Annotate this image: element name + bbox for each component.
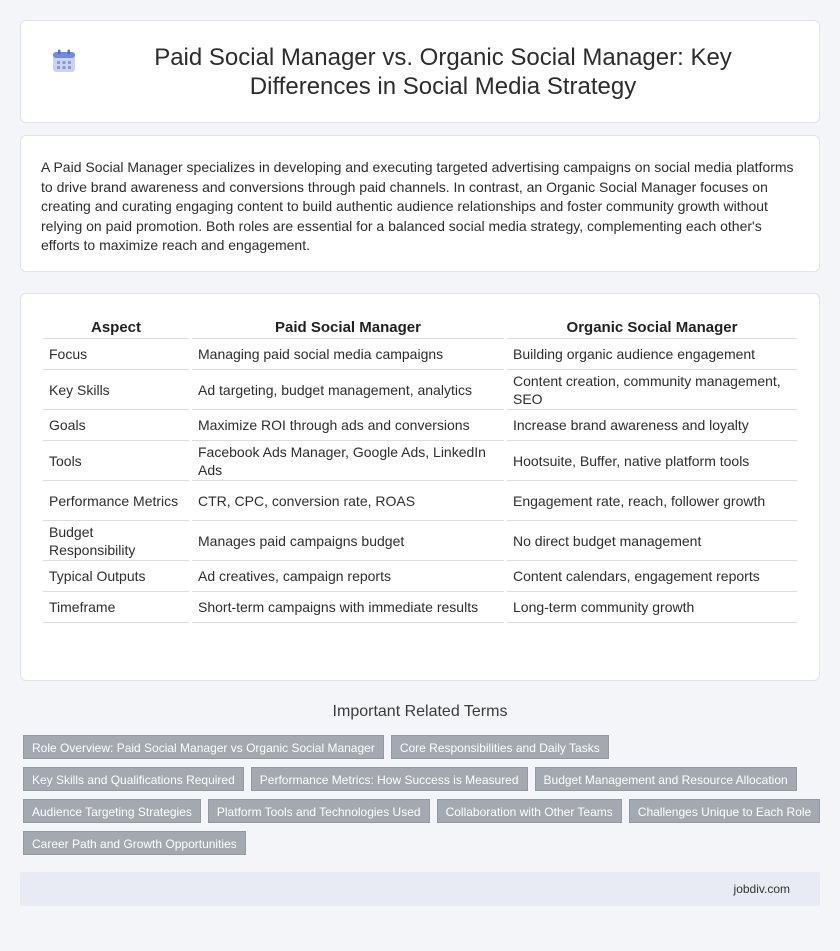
related-term-tag[interactable]: Collaboration with Other Teams: [437, 799, 622, 823]
table-row: [43, 370, 797, 410]
table-row: [43, 441, 797, 481]
table-cell-aspect: Goals: [43, 410, 191, 441]
intro-card: [20, 135, 820, 272]
related-terms-list: [23, 735, 823, 855]
table-cell-organic: Increase brand awareness and loyalty: [506, 410, 798, 441]
related-term-tag[interactable]: Key Skills and Qualifications Required: [23, 767, 244, 791]
table-cell-paid: Ad creatives, campaign reports: [191, 561, 506, 592]
table-cell-aspect: Performance Metrics: [43, 481, 191, 521]
comparison-table: [43, 316, 797, 623]
related-term-tag[interactable]: Budget Management and Resource Allocation: [535, 767, 797, 791]
table-row: [43, 410, 797, 441]
intro-paragraph: A Paid Social Manager specializes in developing and executing targeted advertising campaigns on social media platforms to drive brand awareness and conversions through paid channels. In contrast, an Organic Social Manager focuses on creating and curating engaging content to build authentic audience relationships and foster community growth without relying on paid promotion. Both roles are essential for a balanced social media strategy, complementing each other's efforts to maximize reach and engagement.: [41, 159, 794, 253]
table-cell-paid: Managing paid social media campaigns: [191, 339, 506, 370]
table-cell-paid: Facebook Ads Manager, Google Ads, LinkedIn Ads: [191, 441, 506, 481]
column-header-aspect: Aspect: [43, 316, 191, 339]
table-row: [43, 561, 797, 592]
table-cell-aspect: Typical Outputs: [43, 561, 191, 592]
table-header-row: [43, 316, 797, 339]
table-cell-organic: Content creation, community management, SEO: [506, 370, 798, 410]
table-cell-aspect: Tools: [43, 441, 191, 481]
table-cell-paid: Ad targeting, budget management, analytics: [191, 370, 506, 410]
related-term-tag[interactable]: Challenges Unique to Each Role: [629, 799, 820, 823]
table-cell-aspect: Key Skills: [43, 370, 191, 410]
table-cell-organic: No direct budget management: [506, 521, 798, 561]
table-cell-aspect: Focus: [43, 339, 191, 370]
footer: [20, 872, 820, 906]
table-cell-organic: Engagement rate, reach, follower growth: [506, 481, 798, 521]
comparison-card: [20, 293, 820, 681]
table-row: [43, 592, 797, 623]
title-card: [20, 20, 820, 123]
related-term-tag[interactable]: Core Responsibilities and Daily Tasks: [391, 735, 609, 759]
related-terms-title: Important Related Terms: [332, 703, 508, 720]
table-cell-paid: CTR, CPC, conversion rate, ROAS: [191, 481, 506, 521]
table-row: [43, 339, 797, 370]
related-term-tag[interactable]: Platform Tools and Technologies Used: [208, 799, 430, 823]
table-cell-aspect: Timeframe: [43, 592, 191, 623]
column-header-paid: Paid Social Manager: [191, 316, 506, 339]
related-term-tag[interactable]: Audience Targeting Strategies: [23, 799, 201, 823]
footer-site-link[interactable]: jobdiv.com: [733, 882, 790, 896]
table-row: [43, 521, 797, 561]
table-cell-aspect: Budget Responsibility: [43, 521, 191, 561]
table-cell-organic: Building organic audience engagement: [506, 339, 798, 370]
page-title: Paid Social Manager vs. Organic Social Manager: Key Differences in Social Media Strategy: [154, 43, 732, 100]
table-row: [43, 481, 797, 521]
calendar-icon: [51, 48, 77, 74]
table-cell-paid: Maximize ROI through ads and conversions: [191, 410, 506, 441]
title-wrap: [51, 43, 789, 101]
table-cell-paid: Manages paid campaigns budget: [191, 521, 506, 561]
table-cell-paid: Short-term campaigns with immediate results: [191, 592, 506, 623]
table-cell-organic: Long-term community growth: [506, 592, 798, 623]
related-term-tag[interactable]: Role Overview: Paid Social Manager vs Organic Social Manager: [23, 735, 384, 759]
table-cell-organic: Content calendars, engagement reports: [506, 561, 798, 592]
table-cell-organic: Hootsuite, Buffer, native platform tools: [506, 441, 798, 481]
related-term-tag[interactable]: Performance Metrics: How Success is Measured: [251, 767, 528, 791]
related-term-tag[interactable]: Career Path and Growth Opportunities: [23, 831, 246, 855]
column-header-organic: Organic Social Manager: [506, 316, 798, 339]
